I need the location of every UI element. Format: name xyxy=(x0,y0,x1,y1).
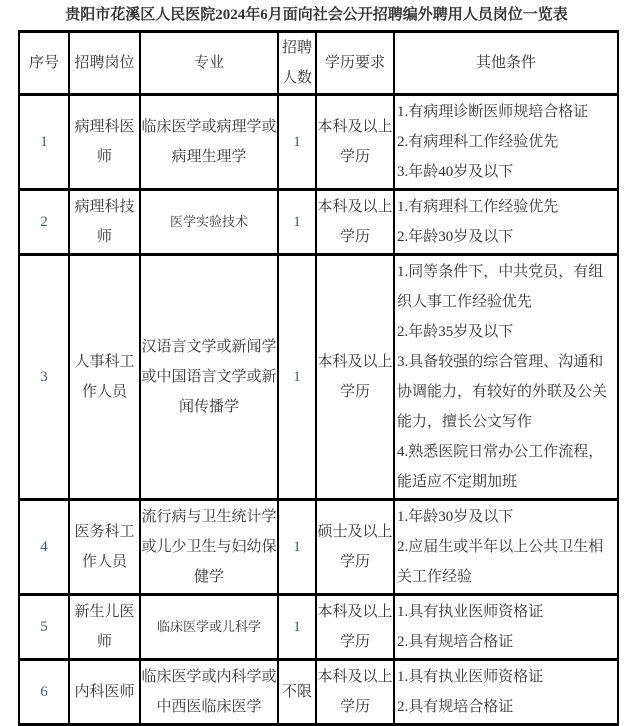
condition-item: 2.具有规培合格证 xyxy=(397,699,514,715)
condition-item: 1.有病理诊断医师规培合格证 xyxy=(397,104,589,120)
cell-count: 1 xyxy=(278,255,316,500)
condition-item: 1.具有执业医师资格证 xyxy=(397,669,544,685)
cell-row-number: 3 xyxy=(19,255,69,500)
header-count: 招聘人数 xyxy=(278,32,316,95)
cell-conditions xyxy=(394,255,618,500)
cell-conditions xyxy=(394,500,618,595)
cell-major: 医学实验技术 xyxy=(140,190,278,255)
condition-item: 2.年龄35岁及以下 xyxy=(397,324,514,340)
cell-count: 1 xyxy=(278,190,316,255)
header-no: 序号 xyxy=(19,32,69,95)
table-body xyxy=(19,95,618,725)
table-row xyxy=(19,660,618,725)
condition-item: 1.同等条件下，中共党员，有组织人事工作经验优先 xyxy=(397,264,604,310)
cell-education: 本科及以上学历 xyxy=(316,255,394,500)
cell-row-number: 2 xyxy=(19,190,69,255)
cell-count: 1 xyxy=(278,500,316,595)
table-header xyxy=(19,32,618,95)
cell-position: 新生儿医师 xyxy=(69,595,140,660)
cell-count: 1 xyxy=(278,595,316,660)
cell-count: 1 xyxy=(278,95,316,190)
cell-position: 病理科医师 xyxy=(69,95,140,190)
cell-row-number: 6 xyxy=(19,660,69,725)
cell-row-number: 4 xyxy=(19,500,69,595)
cell-conditions xyxy=(394,595,618,660)
page xyxy=(0,6,633,726)
cell-major: 流行病与卫生统计学或儿少卫生与妇幼保健学 xyxy=(140,500,278,595)
page-title: 贵阳市花溪区人民医院2024年6月面向社会公开招聘编外聘用人员岗位一览表 xyxy=(65,7,568,23)
condition-item: 2.具有规培合格证 xyxy=(397,634,514,650)
cell-education: 本科及以上学历 xyxy=(316,190,394,255)
cell-education: 本科及以上学历 xyxy=(316,660,394,725)
header-row xyxy=(19,32,618,95)
condition-item: 4.熟悉医院日常办公工作流程，能适应不定期加班 xyxy=(397,444,604,490)
cell-major: 汉语言文学或新闻学或中国语言文学或新闻传播学 xyxy=(140,255,278,500)
cell-conditions xyxy=(394,660,618,725)
cell-position: 医务科工作人员 xyxy=(69,500,140,595)
cell-count: 不限 xyxy=(278,660,316,725)
condition-item: 2.应届生或半年以上公共卫生相关工作经验 xyxy=(397,539,604,585)
table-row xyxy=(19,190,618,255)
table-row xyxy=(19,255,618,500)
cell-education: 硕士及以上学历 xyxy=(316,500,394,595)
table-row xyxy=(19,95,618,190)
cell-education: 本科及以上学历 xyxy=(316,595,394,660)
cell-major: 临床医学或儿科学 xyxy=(140,595,278,660)
header-education: 学历要求 xyxy=(316,32,394,95)
cell-conditions xyxy=(394,190,618,255)
condition-item: 2.年龄30岁及以下 xyxy=(397,229,514,245)
condition-item: 1.具有执业医师资格证 xyxy=(397,604,544,620)
cell-major: 临床医学或病理学或病理生理学 xyxy=(140,95,278,190)
header-major: 专业 xyxy=(140,32,278,95)
condition-item: 1.年龄30岁及以下 xyxy=(397,509,514,525)
cell-conditions xyxy=(394,95,618,190)
cell-position: 病理科技师 xyxy=(69,190,140,255)
condition-item: 3.具备较强的综合管理、沟通和协调能力，有较好的外联及公关能力，擅长公文写作 xyxy=(397,354,608,430)
cell-education: 本科及以上学历 xyxy=(316,95,394,190)
table-row xyxy=(19,595,618,660)
condition-item: 2.有病理科工作经验优先 xyxy=(397,134,559,150)
table-row xyxy=(19,500,618,595)
condition-item: 3.年龄40岁及以下 xyxy=(397,164,514,180)
cell-position: 内科医师 xyxy=(69,660,140,725)
cell-row-number: 1 xyxy=(19,95,69,190)
recruitment-table xyxy=(18,30,619,726)
cell-position: 人事科工作人员 xyxy=(69,255,140,500)
condition-item: 1.有病理科工作经验优先 xyxy=(397,199,559,215)
header-conditions: 其他条件 xyxy=(394,32,618,95)
header-position: 招聘岗位 xyxy=(69,32,140,95)
cell-row-number: 5 xyxy=(19,595,69,660)
cell-major: 临床医学或内科学或中西医临床医学 xyxy=(140,660,278,725)
